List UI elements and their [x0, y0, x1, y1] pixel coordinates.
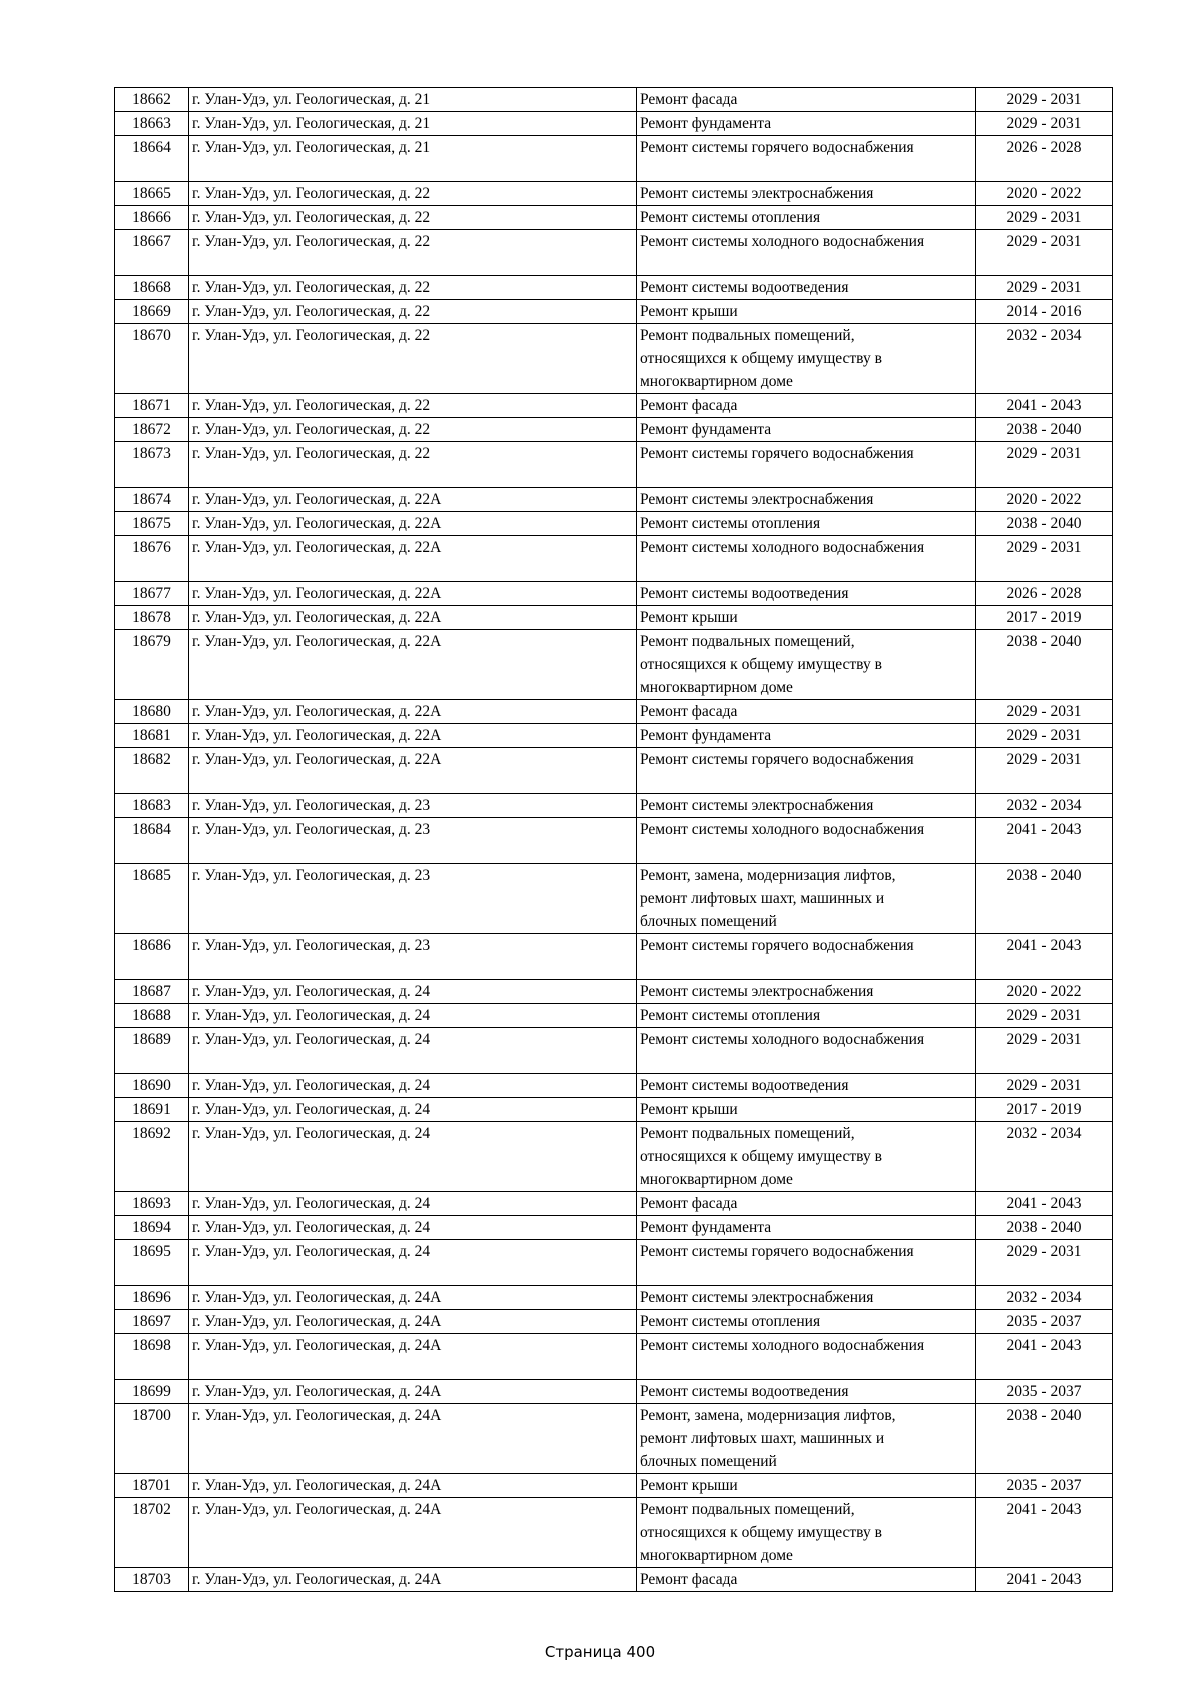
row-number: 18678 [115, 606, 189, 630]
row-period: 2035 - 2037 [976, 1380, 1113, 1404]
row-period: 2041 - 2043 [976, 818, 1113, 864]
work-type-line: Ремонт фасада [640, 397, 738, 414]
row-work-type [637, 1074, 976, 1098]
table-row [115, 1310, 1113, 1334]
table-row [115, 818, 1113, 864]
row-work-type [637, 864, 976, 934]
row-address: г. Улан-Удэ, ул. Геологическая, д. 24 [189, 1192, 637, 1216]
row-address: г. Улан-Удэ, ул. Геологическая, д. 24А [189, 1334, 637, 1380]
row-period: 2041 - 2043 [976, 934, 1113, 980]
table-row [115, 724, 1113, 748]
row-number: 18666 [115, 206, 189, 230]
row-address: г. Улан-Удэ, ул. Геологическая, д. 24 [189, 1216, 637, 1240]
table-row [115, 276, 1113, 300]
work-type-line: Ремонт системы отопления [640, 515, 821, 532]
table-row [115, 88, 1113, 112]
row-number: 18684 [115, 818, 189, 864]
work-type-line: Ремонт крыши [640, 1477, 738, 1494]
work-type-line: Ремонт системы холодного водоснабжения [640, 233, 925, 250]
row-number: 18664 [115, 136, 189, 182]
row-address: г. Улан-Удэ, ул. Геологическая, д. 22А [189, 488, 637, 512]
row-number: 18695 [115, 1240, 189, 1286]
work-type-line: Ремонт подвальных помещений, [640, 1125, 855, 1142]
row-work-type [637, 1498, 976, 1568]
row-address: г. Улан-Удэ, ул. Геологическая, д. 21 [189, 88, 637, 112]
row-period: 2041 - 2043 [976, 1568, 1113, 1592]
work-type-line: блочных помещений [640, 1453, 777, 1470]
row-address: г. Улан-Удэ, ул. Геологическая, д. 22 [189, 324, 637, 394]
row-address: г. Улан-Удэ, ул. Геологическая, д. 22 [189, 206, 637, 230]
work-type-line: Ремонт фундамента [640, 115, 772, 132]
work-type-line: Ремонт фасада [640, 91, 738, 108]
table-row [115, 606, 1113, 630]
row-address: г. Улан-Удэ, ул. Геологическая, д. 24 [189, 1074, 637, 1098]
row-work-type [637, 1334, 976, 1380]
table-row [115, 934, 1113, 980]
row-period: 2029 - 2031 [976, 1028, 1113, 1074]
work-type-line: Ремонт системы отопления [640, 1313, 821, 1330]
row-number: 18672 [115, 418, 189, 442]
row-period: 2029 - 2031 [976, 276, 1113, 300]
row-address: г. Улан-Удэ, ул. Геологическая, д. 22А [189, 606, 637, 630]
row-number: 18674 [115, 488, 189, 512]
work-type-line: относящихся к общему имуществу в [640, 656, 882, 673]
table-row [115, 1240, 1113, 1286]
row-number: 18699 [115, 1380, 189, 1404]
work-type-line: Ремонт системы горячего водоснабжения [640, 445, 914, 462]
work-type-line: Ремонт, замена, модернизация лифтов, [640, 867, 896, 884]
work-type-line: Ремонт фундамента [640, 421, 772, 438]
table-row [115, 1098, 1113, 1122]
page-number: Страница 400 [544, 1643, 656, 1661]
work-type-line: относящихся к общему имуществу в [640, 1148, 882, 1165]
row-number: 18691 [115, 1098, 189, 1122]
row-address: г. Улан-Удэ, ул. Геологическая, д. 24 [189, 1240, 637, 1286]
row-address: г. Улан-Удэ, ул. Геологическая, д. 24 [189, 1028, 637, 1074]
row-number: 18685 [115, 864, 189, 934]
row-work-type [637, 394, 976, 418]
row-number: 18689 [115, 1028, 189, 1074]
work-type-line: Ремонт системы холодного водоснабжения [640, 821, 925, 838]
table-row [115, 1334, 1113, 1380]
table-row [115, 324, 1113, 394]
work-type-line: Ремонт фундамента [640, 1219, 772, 1236]
table-row [115, 1568, 1113, 1592]
row-period: 2029 - 2031 [976, 442, 1113, 488]
row-address: г. Улан-Удэ, ул. Геологическая, д. 22 [189, 276, 637, 300]
row-work-type [637, 748, 976, 794]
work-type-line: Ремонт системы отопления [640, 209, 821, 226]
row-number: 18679 [115, 630, 189, 700]
row-address: г. Улан-Удэ, ул. Геологическая, д. 24А [189, 1286, 637, 1310]
row-period: 2032 - 2034 [976, 794, 1113, 818]
row-work-type [637, 112, 976, 136]
row-number: 18692 [115, 1122, 189, 1192]
row-address: г. Улан-Удэ, ул. Геологическая, д. 22А [189, 536, 637, 582]
row-address: г. Улан-Удэ, ул. Геологическая, д. 21 [189, 136, 637, 182]
row-number: 18688 [115, 1004, 189, 1028]
work-type-line: Ремонт системы отопления [640, 1007, 821, 1024]
row-period: 2029 - 2031 [976, 536, 1113, 582]
row-number: 18687 [115, 980, 189, 1004]
row-period: 2029 - 2031 [976, 230, 1113, 276]
row-number: 18663 [115, 112, 189, 136]
row-period: 2032 - 2034 [976, 1122, 1113, 1192]
row-address: г. Улан-Удэ, ул. Геологическая, д. 22 [189, 300, 637, 324]
row-work-type [637, 1286, 976, 1310]
row-address: г. Улан-Удэ, ул. Геологическая, д. 24 [189, 1004, 637, 1028]
row-address: г. Улан-Удэ, ул. Геологическая, д. 22 [189, 182, 637, 206]
row-address: г. Улан-Удэ, ул. Геологическая, д. 22А [189, 700, 637, 724]
table-row [115, 536, 1113, 582]
row-work-type [637, 818, 976, 864]
work-type-line: Ремонт системы электроснабжения [640, 491, 874, 508]
table-row [115, 512, 1113, 536]
row-number: 18669 [115, 300, 189, 324]
row-period: 2020 - 2022 [976, 488, 1113, 512]
table-row [115, 1192, 1113, 1216]
row-work-type [637, 88, 976, 112]
row-work-type [637, 324, 976, 394]
table-row [115, 230, 1113, 276]
table-row [115, 794, 1113, 818]
table-row [115, 1074, 1113, 1098]
row-work-type [637, 1474, 976, 1498]
row-period: 2038 - 2040 [976, 1216, 1113, 1240]
work-type-line: Ремонт крыши [640, 1101, 738, 1118]
row-work-type [637, 488, 976, 512]
row-address: г. Улан-Удэ, ул. Геологическая, д. 24А [189, 1568, 637, 1592]
row-number: 18667 [115, 230, 189, 276]
work-type-line: Ремонт крыши [640, 609, 738, 626]
work-type-line: Ремонт системы водоотведения [640, 585, 849, 602]
row-work-type [637, 1380, 976, 1404]
work-type-line: Ремонт фасада [640, 1195, 738, 1212]
row-period: 2029 - 2031 [976, 88, 1113, 112]
table-row [115, 136, 1113, 182]
row-period: 2026 - 2028 [976, 136, 1113, 182]
row-period: 2038 - 2040 [976, 512, 1113, 536]
row-period: 2038 - 2040 [976, 630, 1113, 700]
table-row [115, 1498, 1113, 1568]
row-period: 2029 - 2031 [976, 1074, 1113, 1098]
table-row [115, 1286, 1113, 1310]
row-work-type [637, 1028, 976, 1074]
row-address: г. Улан-Удэ, ул. Геологическая, д. 24А [189, 1474, 637, 1498]
row-work-type [637, 1122, 976, 1192]
row-work-type [637, 630, 976, 700]
table-row [115, 630, 1113, 700]
row-number: 18662 [115, 88, 189, 112]
row-address: г. Улан-Удэ, ул. Геологическая, д. 24 [189, 1122, 637, 1192]
row-address: г. Улан-Удэ, ул. Геологическая, д. 21 [189, 112, 637, 136]
row-address: г. Улан-Удэ, ул. Геологическая, д. 22А [189, 582, 637, 606]
row-address: г. Улан-Удэ, ул. Геологическая, д. 22 [189, 418, 637, 442]
row-number: 18680 [115, 700, 189, 724]
row-work-type [637, 794, 976, 818]
row-address: г. Улан-Удэ, ул. Геологическая, д. 22А [189, 630, 637, 700]
table-row [115, 394, 1113, 418]
row-address: г. Улан-Удэ, ул. Геологическая, д. 22 [189, 442, 637, 488]
row-number: 18700 [115, 1404, 189, 1474]
table-row [115, 418, 1113, 442]
work-type-line: Ремонт фундамента [640, 727, 772, 744]
table-row [115, 1380, 1113, 1404]
row-number: 18693 [115, 1192, 189, 1216]
row-number: 18698 [115, 1334, 189, 1380]
table-row [115, 980, 1113, 1004]
row-work-type [637, 418, 976, 442]
row-number: 18668 [115, 276, 189, 300]
row-work-type [637, 182, 976, 206]
work-type-line: Ремонт системы электроснабжения [640, 983, 874, 1000]
row-work-type [637, 980, 976, 1004]
row-period: 2032 - 2034 [976, 1286, 1113, 1310]
work-type-line: Ремонт фасада [640, 1571, 738, 1588]
work-type-line: Ремонт системы горячего водоснабжения [640, 751, 914, 768]
work-type-line: Ремонт подвальных помещений, [640, 633, 855, 650]
row-work-type [637, 1404, 976, 1474]
row-period: 2029 - 2031 [976, 700, 1113, 724]
work-type-line: многоквартирном доме [640, 1547, 793, 1564]
row-work-type [637, 1216, 976, 1240]
row-period: 2029 - 2031 [976, 1004, 1113, 1028]
row-period: 2041 - 2043 [976, 1192, 1113, 1216]
row-work-type [637, 276, 976, 300]
row-address: г. Улан-Удэ, ул. Геологическая, д. 24А [189, 1380, 637, 1404]
row-period: 2038 - 2040 [976, 418, 1113, 442]
row-period: 2029 - 2031 [976, 748, 1113, 794]
row-address: г. Улан-Удэ, ул. Геологическая, д. 23 [189, 934, 637, 980]
work-type-line: Ремонт системы водоотведения [640, 1077, 849, 1094]
row-number: 18701 [115, 1474, 189, 1498]
row-work-type [637, 206, 976, 230]
row-period: 2029 - 2031 [976, 1240, 1113, 1286]
row-period: 2035 - 2037 [976, 1474, 1113, 1498]
row-period: 2029 - 2031 [976, 206, 1113, 230]
row-period: 2038 - 2040 [976, 864, 1113, 934]
row-work-type [637, 1240, 976, 1286]
row-work-type [637, 1192, 976, 1216]
row-number: 18681 [115, 724, 189, 748]
work-type-line: многоквартирном доме [640, 1171, 793, 1188]
row-number: 18682 [115, 748, 189, 794]
work-type-line: Ремонт системы электроснабжения [640, 1289, 874, 1306]
row-number: 18683 [115, 794, 189, 818]
row-period: 2017 - 2019 [976, 1098, 1113, 1122]
table-row [115, 582, 1113, 606]
row-work-type [637, 700, 976, 724]
table-row [115, 1404, 1113, 1474]
table-row [115, 748, 1113, 794]
work-type-line: Ремонт системы холодного водоснабжения [640, 1031, 925, 1048]
table-row [115, 1122, 1113, 1192]
row-address: г. Улан-Удэ, ул. Геологическая, д. 24А [189, 1404, 637, 1474]
row-number: 18677 [115, 582, 189, 606]
row-work-type [637, 606, 976, 630]
work-type-line: Ремонт системы электроснабжения [640, 797, 874, 814]
row-address: г. Улан-Удэ, ул. Геологическая, д. 24 [189, 1098, 637, 1122]
table-row [115, 1004, 1113, 1028]
work-type-line: ремонт лифтовых шахт, машинных и [640, 1430, 885, 1447]
table-row [115, 300, 1113, 324]
work-type-line: многоквартирном доме [640, 373, 793, 390]
row-work-type [637, 582, 976, 606]
work-type-line: блочных помещений [640, 913, 777, 930]
row-work-type [637, 442, 976, 488]
row-number: 18665 [115, 182, 189, 206]
row-work-type [637, 536, 976, 582]
work-type-line: Ремонт системы холодного водоснабжения [640, 1337, 925, 1354]
table-row [115, 112, 1113, 136]
work-type-line: Ремонт подвальных помещений, [640, 327, 855, 344]
table-row [115, 1474, 1113, 1498]
row-work-type [637, 1098, 976, 1122]
work-type-line: Ремонт системы водоотведения [640, 279, 849, 296]
table-row [115, 700, 1113, 724]
table-row [115, 864, 1113, 934]
row-work-type [637, 1310, 976, 1334]
row-period: 2020 - 2022 [976, 980, 1113, 1004]
row-number: 18696 [115, 1286, 189, 1310]
row-period: 2017 - 2019 [976, 606, 1113, 630]
row-number: 18702 [115, 1498, 189, 1568]
row-period: 2026 - 2028 [976, 582, 1113, 606]
table-body [115, 88, 1113, 1592]
row-period: 2041 - 2043 [976, 394, 1113, 418]
row-work-type [637, 300, 976, 324]
row-work-type [637, 724, 976, 748]
work-type-line: Ремонт системы водоотведения [640, 1383, 849, 1400]
row-address: г. Улан-Удэ, ул. Геологическая, д. 24А [189, 1498, 637, 1568]
work-type-line: Ремонт подвальных помещений, [640, 1501, 855, 1518]
row-number: 18671 [115, 394, 189, 418]
row-number: 18673 [115, 442, 189, 488]
row-period: 2032 - 2034 [976, 324, 1113, 394]
row-work-type [637, 1004, 976, 1028]
row-number: 18675 [115, 512, 189, 536]
row-work-type [637, 136, 976, 182]
row-address: г. Улан-Удэ, ул. Геологическая, д. 24 [189, 980, 637, 1004]
row-period: 2041 - 2043 [976, 1498, 1113, 1568]
row-address: г. Улан-Удэ, ул. Геологическая, д. 23 [189, 794, 637, 818]
row-period: 2020 - 2022 [976, 182, 1113, 206]
row-work-type [637, 230, 976, 276]
row-work-type [637, 1568, 976, 1592]
row-period: 2029 - 2031 [976, 112, 1113, 136]
row-number: 18670 [115, 324, 189, 394]
table-row [115, 1028, 1113, 1074]
work-type-line: относящихся к общему имуществу в [640, 1524, 882, 1541]
row-address: г. Улан-Удэ, ул. Геологическая, д. 22А [189, 724, 637, 748]
row-address: г. Улан-Удэ, ул. Геологическая, д. 23 [189, 864, 637, 934]
work-type-line: Ремонт системы холодного водоснабжения [640, 539, 925, 556]
row-period: 2014 - 2016 [976, 300, 1113, 324]
work-type-line: Ремонт системы электроснабжения [640, 185, 874, 202]
table-row [115, 488, 1113, 512]
work-type-line: Ремонт системы горячего водоснабжения [640, 1243, 914, 1260]
work-type-line: Ремонт системы горячего водоснабжения [640, 937, 914, 954]
row-period: 2035 - 2037 [976, 1310, 1113, 1334]
table-row [115, 206, 1113, 230]
row-address: г. Улан-Удэ, ул. Геологическая, д. 22А [189, 512, 637, 536]
repair-schedule-table [114, 87, 1113, 1592]
work-type-line: Ремонт, замена, модернизация лифтов, [640, 1407, 896, 1424]
row-work-type [637, 512, 976, 536]
row-period: 2038 - 2040 [976, 1404, 1113, 1474]
row-number: 18697 [115, 1310, 189, 1334]
row-number: 18694 [115, 1216, 189, 1240]
work-type-line: Ремонт системы горячего водоснабжения [640, 139, 914, 156]
table-row [115, 1216, 1113, 1240]
table-row [115, 442, 1113, 488]
work-type-line: многоквартирном доме [640, 679, 793, 696]
row-address: г. Улан-Удэ, ул. Геологическая, д. 22 [189, 394, 637, 418]
row-work-type [637, 934, 976, 980]
row-number: 18690 [115, 1074, 189, 1098]
row-number: 18686 [115, 934, 189, 980]
row-number: 18703 [115, 1568, 189, 1592]
row-address: г. Улан-Удэ, ул. Геологическая, д. 24А [189, 1310, 637, 1334]
work-type-line: относящихся к общему имуществу в [640, 350, 882, 367]
table-row [115, 182, 1113, 206]
row-period: 2041 - 2043 [976, 1334, 1113, 1380]
row-address: г. Улан-Удэ, ул. Геологическая, д. 23 [189, 818, 637, 864]
row-address: г. Улан-Удэ, ул. Геологическая, д. 22А [189, 748, 637, 794]
row-address: г. Улан-Удэ, ул. Геологическая, д. 22 [189, 230, 637, 276]
row-number: 18676 [115, 536, 189, 582]
work-type-line: Ремонт фасада [640, 703, 738, 720]
work-type-line: Ремонт крыши [640, 303, 738, 320]
row-period: 2029 - 2031 [976, 724, 1113, 748]
work-type-line: ремонт лифтовых шахт, машинных и [640, 890, 885, 907]
